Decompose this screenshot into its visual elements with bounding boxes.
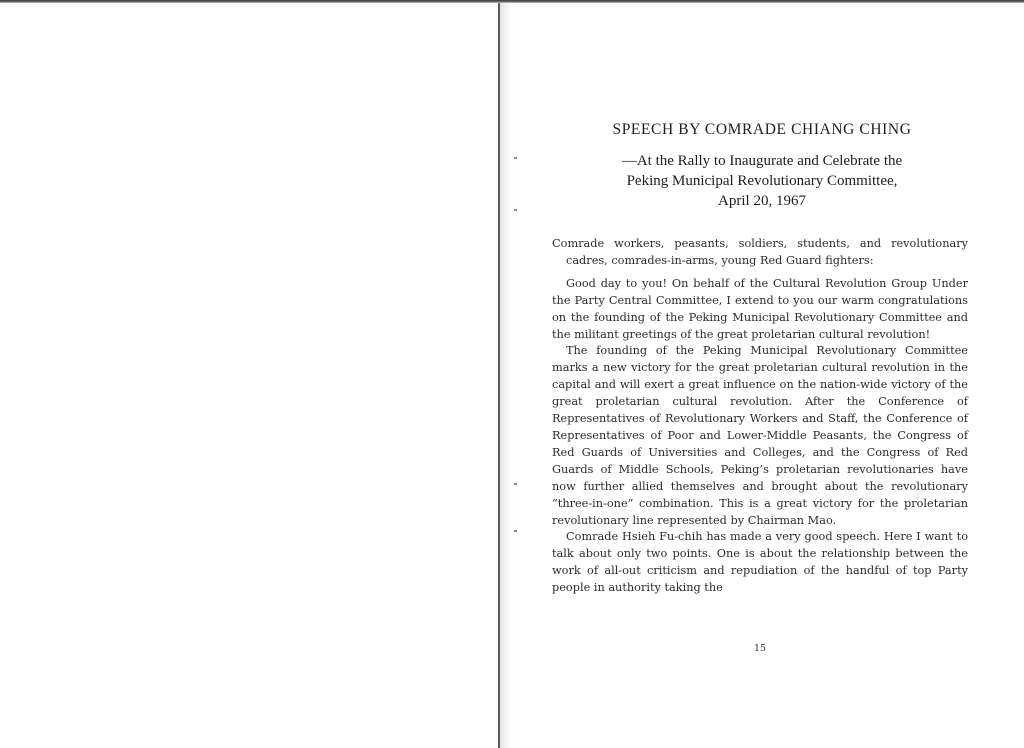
subtitle-line: Peking Municipal Revolutionary Committee, (626, 173, 898, 189)
margin-speck (514, 530, 517, 532)
body-paragraph: Comrade Hsieh Fu-chih has made a very good speech. Here I want to talk about only two points. One is about the relationship between the work of all-out criticism and repudiation of the handful of top Party people in authority taking the (552, 530, 968, 595)
page-number: 15 (753, 643, 767, 654)
salutation-paragraph: Comrade workers, peasants, soldiers, students, and revolutionary cadres, comrades-in-arms, young Red Guard fighters: (552, 237, 968, 267)
margin-speck (514, 483, 517, 485)
subtitle-line: —At the Rally to Inaugurate and Celebrate the (621, 153, 903, 169)
right-page (500, 3, 1024, 748)
speech-body (552, 236, 968, 597)
left-page-blank (0, 3, 498, 748)
margin-speck (514, 157, 517, 159)
margin-speck (514, 209, 517, 211)
speech-subtitle (552, 151, 972, 211)
body-paragraph: The founding of the Peking Municipal Revolutionary Committee marks a new victory for the great proletarian cultural revolution in the capital and will exert a great influence on the nation-wide victory of the great proletarian cultural revolution. After the Conference of Representatives of Revolutionary Workers and Staff, the Conference of Representatives of Poor and Lower-Middle Peasants, the Congress of Red Guards of Universities and Colleges, and the Congress of Red Guards of Middle Schools, Peking’s proletarian revolutionaries have now further allied themselves and brought about the revolutionary “three-in-one” combination. This is a great victory for the proletarian revolutionary line represented by Chairman Mao. (552, 344, 968, 527)
body-paragraph: Good day to you! On behalf of the Cultural Revolution Group Under the Party Central Committee, I extend to you our warm congratulations on the founding of the Peking Municipal Revolutionary Committee and the militant greetings of the great proletarian cultural revolution! (552, 276, 968, 341)
speech-title: SPEECH BY COMRADE CHIANG CHING (612, 121, 912, 138)
subtitle-date: April 20, 1967 (718, 193, 806, 209)
